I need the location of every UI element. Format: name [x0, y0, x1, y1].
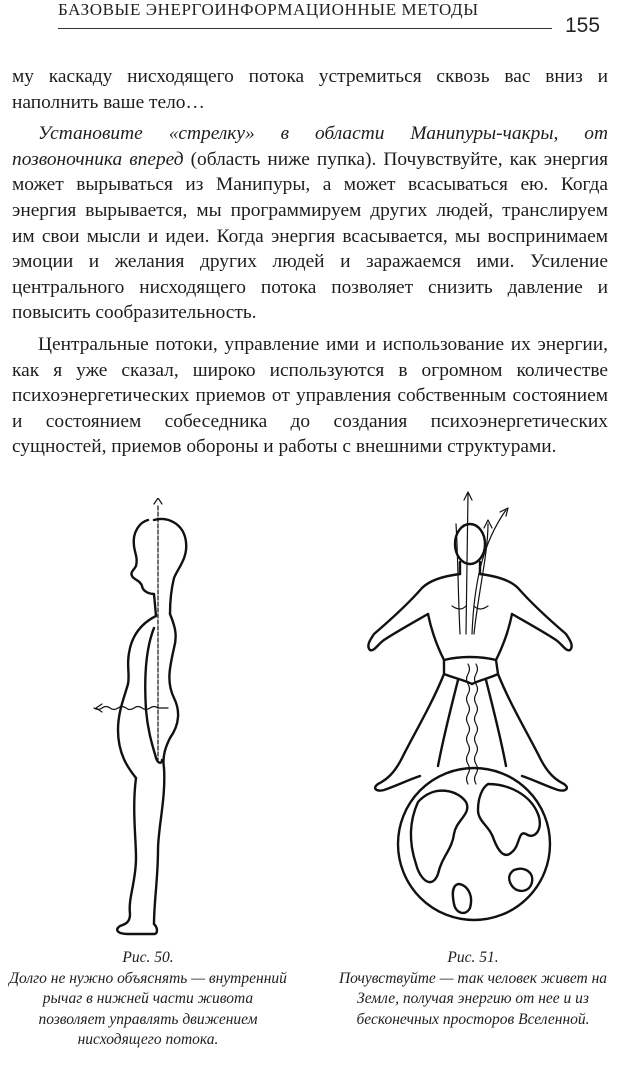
figure-51-caption — [334, 948, 612, 1030]
figure-50-caption-text: Долго не нужно объяснять — внутренний рычаг в нижней части живота позволяет управлять движением нисходящего потока. — [9, 969, 287, 1048]
page-header — [0, 0, 620, 44]
paragraph-2-text: (область ниже пупка). Почувствуйте, как энергия может вырываться из Манипуры, а может всасываться ею. Когда энергия вырывается, мы программируем других людей, транслируем им свои мысли и идеи. Когда энергия всасывается, мы воспринимаем эмоции и желания других людей и заражаемся ими. Усиление центрального нисходящего потока позволяет снизить давление и повысить сообразительность. — [12, 148, 608, 324]
body-text — [12, 64, 608, 460]
paragraph-2 — [12, 121, 608, 326]
running-title: БАЗОВЫЕ ЭНЕРГОИНФОРМАЦИОННЫЕ МЕТОДЫ — [58, 0, 479, 19]
page-number: 155 — [565, 14, 601, 37]
figure-51-label: Рис. 51. — [447, 949, 499, 966]
paragraph-3: Центральные потоки, управление ими и использование их энергии, как я уже сказал, широко используются в огромном количестве психоэнергетических приемов от управления собственным состоянием и состоянием собеседника до создания психоэнергетических сущностей, приемов обороны и работы с внешними структурами. — [12, 333, 608, 458]
paragraph-1: му каскаду нисходящего потока устремиться сквозь вас вниз и наполнить ваше тело… — [12, 66, 608, 113]
figure-50-illustration — [70, 498, 240, 948]
figure-50-label: Рис. 50. — [122, 949, 174, 966]
figure-51-illustration — [348, 484, 598, 944]
header-rule — [58, 28, 552, 29]
figure-51-caption-text: Почувствуйте — так человек живет на Земле, получая энергию от нее и из бесконечных просторов Вселенной. — [338, 969, 608, 1028]
figure-50-caption — [8, 948, 288, 1051]
paragraph-2-instruction: Установите «стрелку» в области Манипуры-чакры, от позвоночника вперед — [12, 123, 608, 170]
